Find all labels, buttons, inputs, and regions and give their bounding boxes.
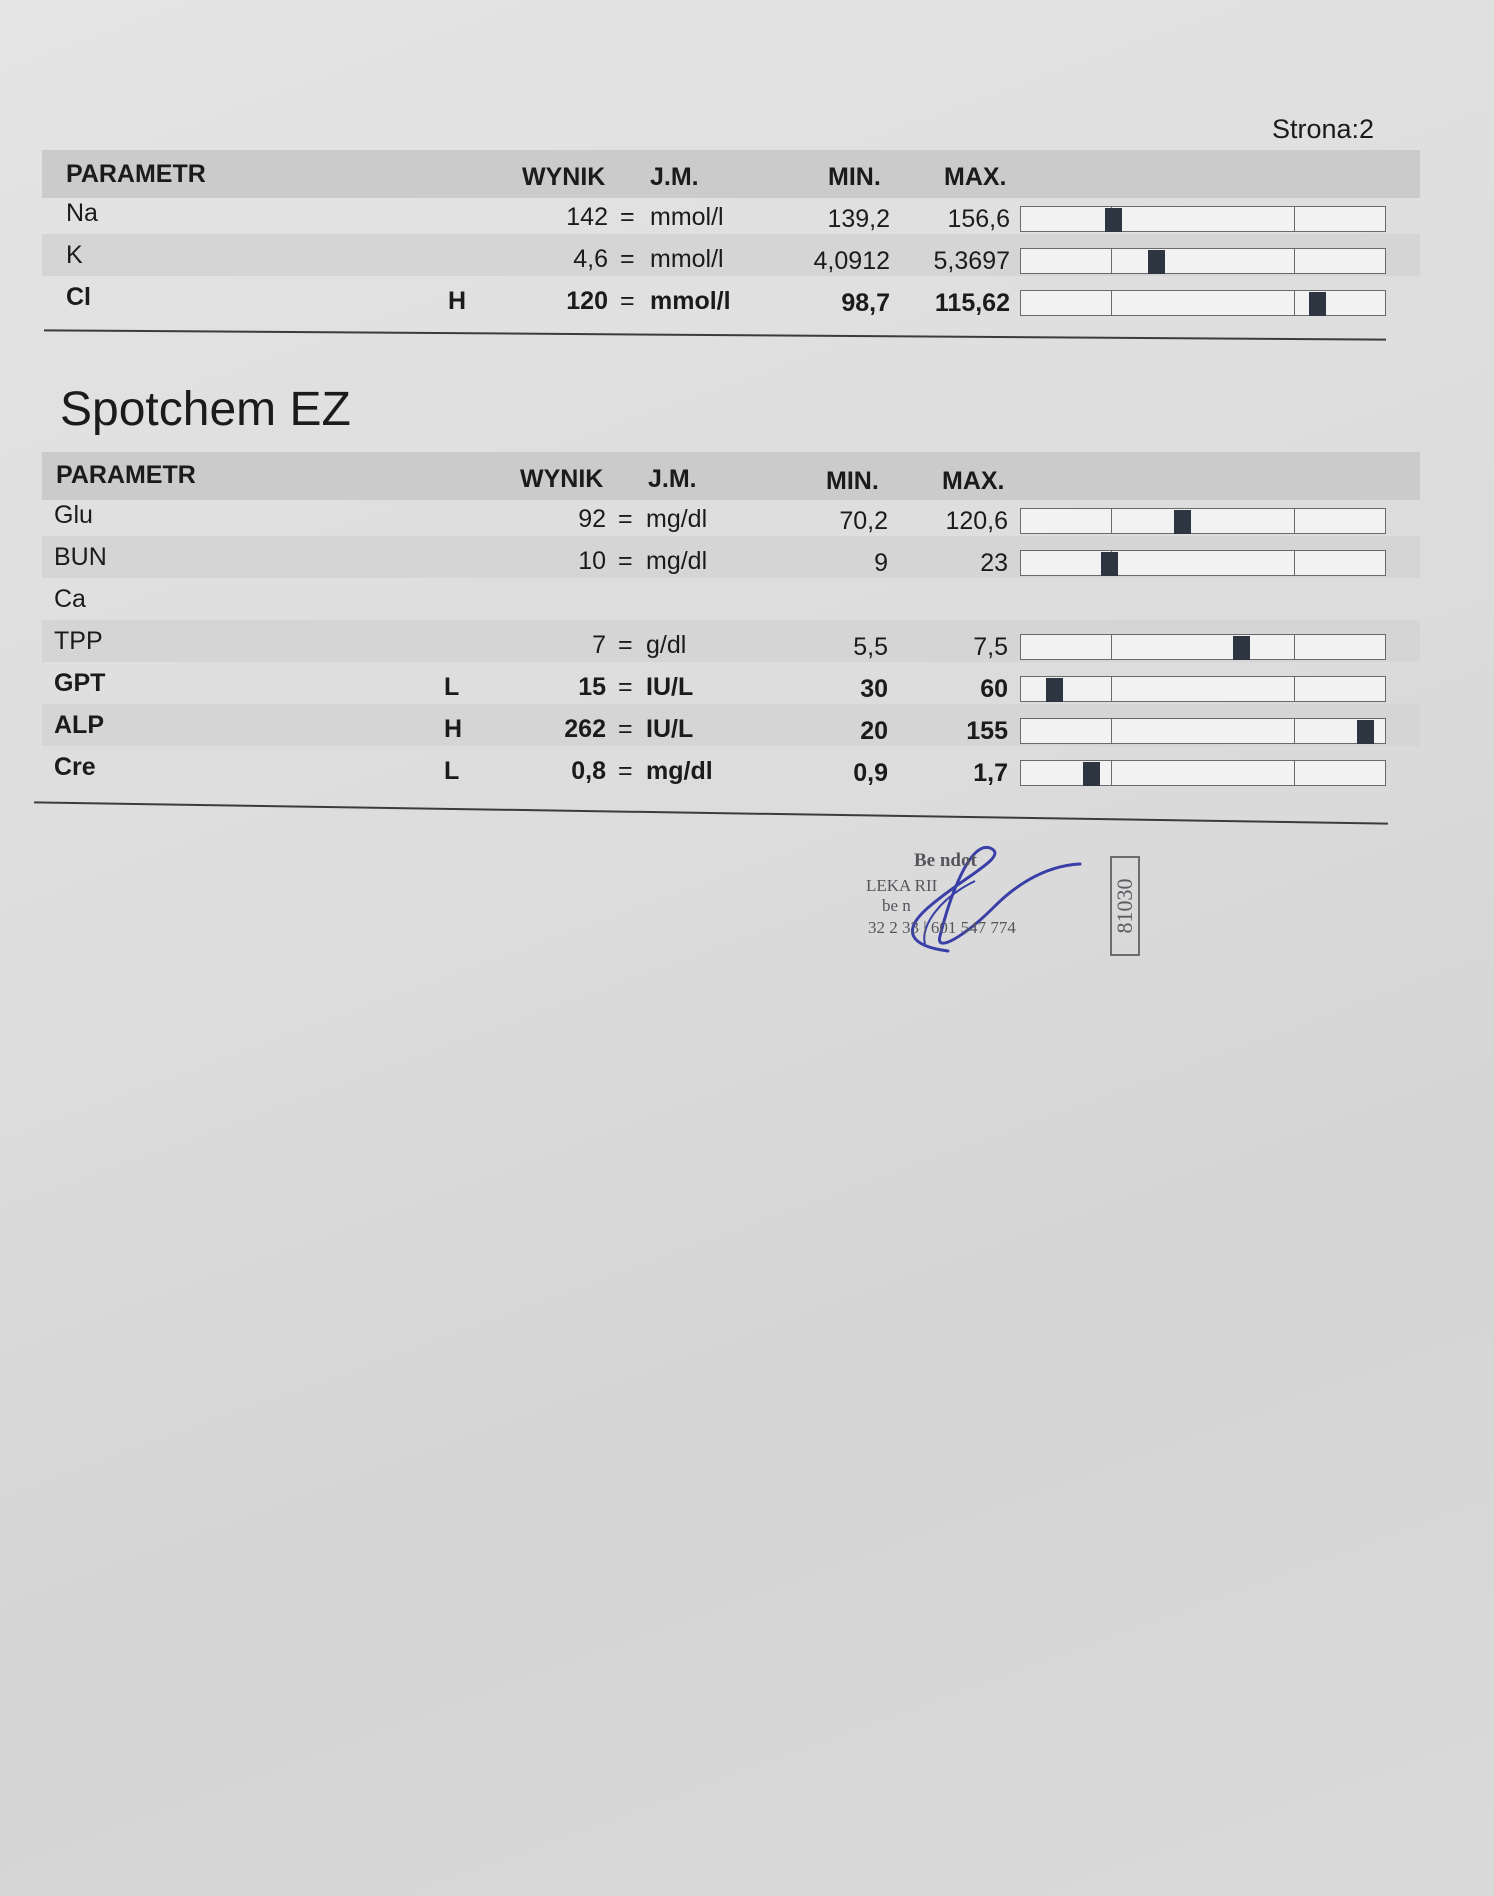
range-bar-divider [1111, 249, 1112, 273]
max-value: 156,6 [947, 205, 1010, 233]
range-bar-divider [1111, 635, 1112, 659]
equals-sign: = [618, 673, 633, 701]
max-value: 23 [980, 549, 1008, 577]
range-bar-divider [1294, 761, 1295, 785]
header-wynik: WYNIK [522, 163, 606, 191]
max-value: 1,7 [973, 759, 1008, 787]
table-row [42, 626, 1420, 668]
equals-sign: = [618, 631, 633, 659]
max-value: 115,62 [934, 289, 1010, 317]
range-bar-divider [1294, 677, 1295, 701]
parameter-name: Cl [66, 283, 91, 311]
range-marker [1101, 552, 1118, 576]
unit: mg/dl [646, 547, 708, 575]
range-marker [1357, 720, 1374, 744]
header-parametr: PARAMETR [66, 160, 206, 188]
range-bar-divider [1294, 249, 1295, 273]
equals-sign: = [618, 547, 633, 575]
range-bar-divider [1294, 291, 1295, 315]
result-value: 7 [592, 631, 606, 659]
stamp-title: LEKA RII [866, 876, 938, 895]
range-bar [1020, 206, 1386, 232]
range-bar-divider [1111, 761, 1112, 785]
doctor-stamp [862, 850, 1152, 960]
table-row [42, 752, 1420, 794]
flag: H [448, 287, 467, 315]
stamp-phone: 32 2 33 | 601 547 774 [868, 918, 1016, 937]
equals-sign: = [620, 287, 635, 315]
result-value: 4,6 [573, 245, 608, 273]
parameter-name: K [66, 241, 83, 269]
header-max: MAX. [942, 467, 1005, 495]
unit: g/dl [646, 631, 687, 659]
table-row [42, 282, 1420, 324]
max-value: 60 [980, 675, 1008, 703]
unit: mmol/l [650, 245, 724, 273]
parameter-name: GPT [54, 669, 106, 697]
header-min: MIN. [826, 467, 879, 495]
range-marker [1105, 208, 1122, 232]
range-marker [1233, 636, 1250, 660]
unit: IU/L [646, 715, 694, 743]
parameter-name: TPP [54, 627, 103, 655]
range-bar [1020, 760, 1386, 786]
range-bar-divider [1111, 677, 1112, 701]
range-bar-divider [1294, 207, 1295, 231]
range-bar-divider [1294, 509, 1295, 533]
range-bar [1020, 676, 1386, 702]
stamp-code: 81030 [1112, 878, 1137, 934]
max-value: 5,3697 [933, 247, 1010, 275]
parameter-name: ALP [54, 711, 104, 739]
equals-sign: = [620, 245, 635, 273]
parameter-name: Glu [54, 501, 93, 529]
result-value: 0,8 [571, 757, 606, 785]
page-number: Strona:2 [1272, 114, 1375, 144]
range-marker [1309, 292, 1326, 316]
equals-sign: = [620, 203, 635, 231]
result-value: 15 [578, 673, 606, 701]
parameter-name: BUN [54, 543, 107, 571]
header-parametr: PARAMETR [56, 461, 196, 489]
parameter-name: Cre [54, 753, 96, 781]
max-value: 155 [966, 717, 1008, 745]
range-marker [1046, 678, 1063, 702]
section-title: Spotchem EZ [60, 383, 351, 436]
parameter-name: Na [66, 199, 98, 227]
min-value: 0,9 [853, 759, 888, 787]
range-marker [1174, 510, 1191, 534]
result-value: 10 [578, 547, 606, 575]
range-bar-divider [1294, 719, 1295, 743]
min-value: 98,7 [841, 289, 890, 317]
unit: mmol/l [650, 203, 724, 231]
equals-sign: = [618, 505, 633, 533]
min-value: 139,2 [827, 205, 890, 233]
unit: mmol/l [650, 287, 731, 315]
range-bar [1020, 634, 1386, 660]
header-min: MIN. [828, 163, 881, 191]
min-value: 20 [860, 717, 888, 745]
stamp-line3: be n [882, 896, 911, 915]
stamp-code-box [1110, 856, 1140, 956]
table-row [42, 710, 1420, 752]
range-bar-divider [1111, 291, 1112, 315]
flag: L [444, 673, 460, 701]
table-row [42, 542, 1420, 584]
result-value: 120 [566, 287, 608, 315]
equals-sign: = [618, 757, 633, 785]
spotchem-table [42, 452, 1420, 808]
header-jm: J.M. [650, 163, 699, 191]
table-row [42, 240, 1420, 282]
range-marker [1083, 762, 1100, 786]
range-marker [1148, 250, 1165, 274]
max-value: 7,5 [973, 633, 1008, 661]
range-bar-divider [1294, 635, 1295, 659]
flag: L [444, 757, 460, 785]
max-value: 120,6 [945, 507, 1008, 535]
range-bar [1020, 508, 1386, 534]
unit: IU/L [646, 673, 694, 701]
min-value: 9 [874, 549, 888, 577]
min-value: 4,0912 [813, 247, 890, 275]
flag: H [444, 715, 463, 743]
electrolytes-table [42, 150, 1420, 340]
range-bar-divider [1111, 719, 1112, 743]
min-value: 30 [860, 675, 888, 703]
header-wynik: WYNIK [520, 465, 604, 493]
range-bar [1020, 718, 1386, 744]
stamp-name: Be ndot [914, 850, 977, 871]
min-value: 70,2 [839, 507, 888, 535]
range-bar-divider [1111, 509, 1112, 533]
range-bar [1020, 290, 1386, 316]
range-bar [1020, 248, 1386, 274]
header-max: MAX. [944, 163, 1007, 191]
unit: mg/dl [646, 505, 708, 533]
header-jm: J.M. [648, 465, 697, 493]
range-bar [1020, 550, 1386, 576]
equals-sign: = [618, 715, 633, 743]
result-value: 92 [578, 505, 606, 533]
range-bar-divider [1294, 551, 1295, 575]
table-header [42, 150, 1420, 198]
unit: mg/dl [646, 757, 713, 785]
result-value: 262 [564, 715, 606, 743]
table-header [42, 452, 1420, 500]
parameter-name: Ca [54, 585, 86, 613]
result-value: 142 [566, 203, 608, 231]
min-value: 5,5 [853, 633, 888, 661]
